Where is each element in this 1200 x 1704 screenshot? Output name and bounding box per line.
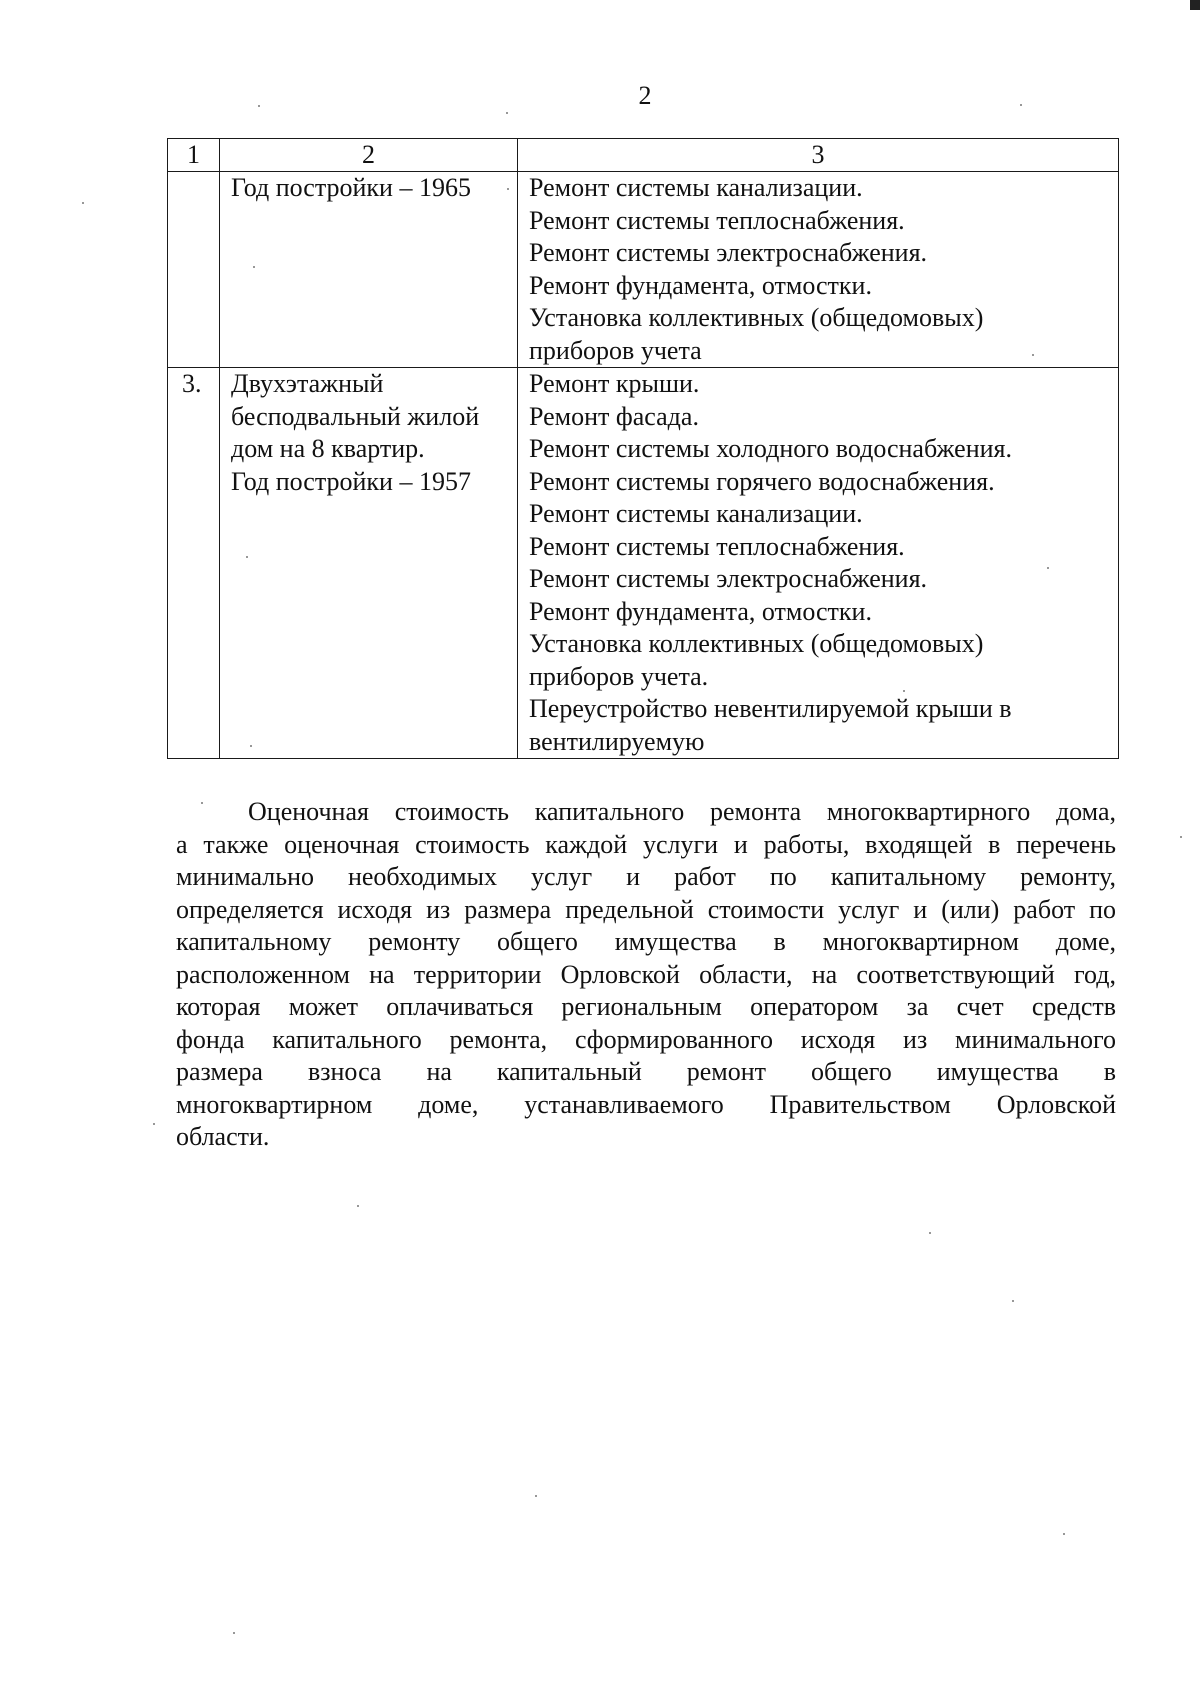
works-list [518, 368, 1119, 759]
scan-speck [250, 745, 252, 747]
row-number: 3. [168, 368, 220, 759]
row-number [168, 172, 220, 368]
work-item: Ремонт системы электроснабжения. [529, 238, 928, 267]
work-item: Ремонт системы горячего водоснабжения. [529, 466, 995, 496]
paragraph-line: которая может оплачиваться региональным оператором за счет средств [176, 992, 1116, 1021]
scan-speck [153, 1123, 155, 1125]
table-row [168, 368, 1119, 759]
description-line: бесподвальный жилой [231, 401, 480, 431]
description-line: дом на 8 квартир. [231, 434, 425, 463]
scan-speck [507, 188, 509, 190]
house-description [220, 368, 518, 759]
scan-speck [253, 266, 255, 268]
table-header-cell: 3 [518, 139, 1119, 172]
paragraph-line: расположенном на территории Орловской области, на соответствующий год, [176, 959, 1116, 989]
scan-speck [535, 1495, 537, 1497]
paragraph-line: многоквартирном доме, устанавливаемого Правительством Орловской [176, 1089, 1116, 1119]
paragraph-line: фонда капитального ремонта, сформированного исходя из минимального [176, 1024, 1116, 1054]
scan-speck [357, 1205, 359, 1207]
scan-edge-mark [1190, 0, 1200, 10]
paragraph-line: а также оценочная стоимость каждой услуги и работы, входящей в перечень [176, 829, 1116, 859]
scan-speck [201, 802, 203, 804]
work-item: Ремонт системы канализации. [529, 499, 863, 528]
work-item: Ремонт системы теплоснабжения. [529, 205, 905, 235]
paragraph-line: Оценочная стоимость капитального ремонта многоквартирного дома, [248, 797, 1116, 826]
work-item: Ремонт фундамента, отмостки. [529, 270, 872, 300]
scan-speck [903, 690, 905, 692]
paragraph-line: определяется исходя из размера предельной стоимости услуг и (или) работ по [176, 894, 1116, 924]
page-number: 2 [638, 81, 652, 110]
scan-speck [1180, 836, 1182, 838]
work-item: Ремонт фундамента, отмостки. [529, 596, 872, 626]
work-item: Ремонт системы электроснабжения. [529, 564, 928, 593]
work-item: Ремонт системы теплоснабжения. [529, 531, 905, 561]
work-item: Ремонт системы холодного водоснабжения. [529, 434, 1013, 463]
work-item: Ремонт системы канализации. [529, 173, 863, 202]
scan-speck [1032, 354, 1034, 356]
scan-speck [233, 1632, 235, 1634]
paragraph-line: области. [176, 1122, 270, 1151]
body-paragraph [176, 796, 1116, 1154]
work-item: Переустройство невентилируемой крыши в [529, 694, 1012, 723]
table-row [168, 172, 1119, 368]
works-list [518, 172, 1119, 368]
paragraph-line: размера взноса на капитальный ремонт общего имущества в [176, 1057, 1116, 1086]
scan-speck [82, 202, 84, 204]
scan-speck [506, 112, 508, 114]
description-line: Двухэтажный [231, 369, 384, 398]
scan-speck [246, 556, 248, 558]
work-item: Ремонт фасада. [529, 401, 699, 431]
house-description [220, 172, 518, 368]
scan-speck [1063, 1533, 1065, 1535]
work-item: приборов учета. [529, 661, 709, 691]
description-line: Год постройки – 1957 [231, 466, 471, 496]
table-header-cell: 2 [220, 139, 518, 172]
table-header-cell: 1 [168, 139, 220, 172]
scan-speck [1020, 104, 1022, 106]
table-header-row [168, 139, 1119, 172]
paragraph-line: капитальному ремонту общего имущества в многоквартирном доме, [176, 927, 1116, 956]
scan-speck [1012, 1300, 1014, 1302]
paragraph-line: минимально необходимых услуг и работ по капитальному ремонту, [176, 862, 1116, 891]
scan-speck [929, 1232, 931, 1234]
description-line: Год постройки – 1965 [231, 173, 471, 202]
work-item: Установка коллективных (общедомовых) [529, 629, 984, 658]
work-item: Установка коллективных (общедомовых) [529, 303, 984, 332]
works-table [167, 138, 1119, 759]
scan-speck [258, 105, 260, 107]
scan-speck [1047, 567, 1049, 569]
work-item: Ремонт крыши. [529, 369, 700, 398]
work-item: вентилируемую [529, 726, 705, 756]
work-item: приборов учета [529, 335, 702, 365]
